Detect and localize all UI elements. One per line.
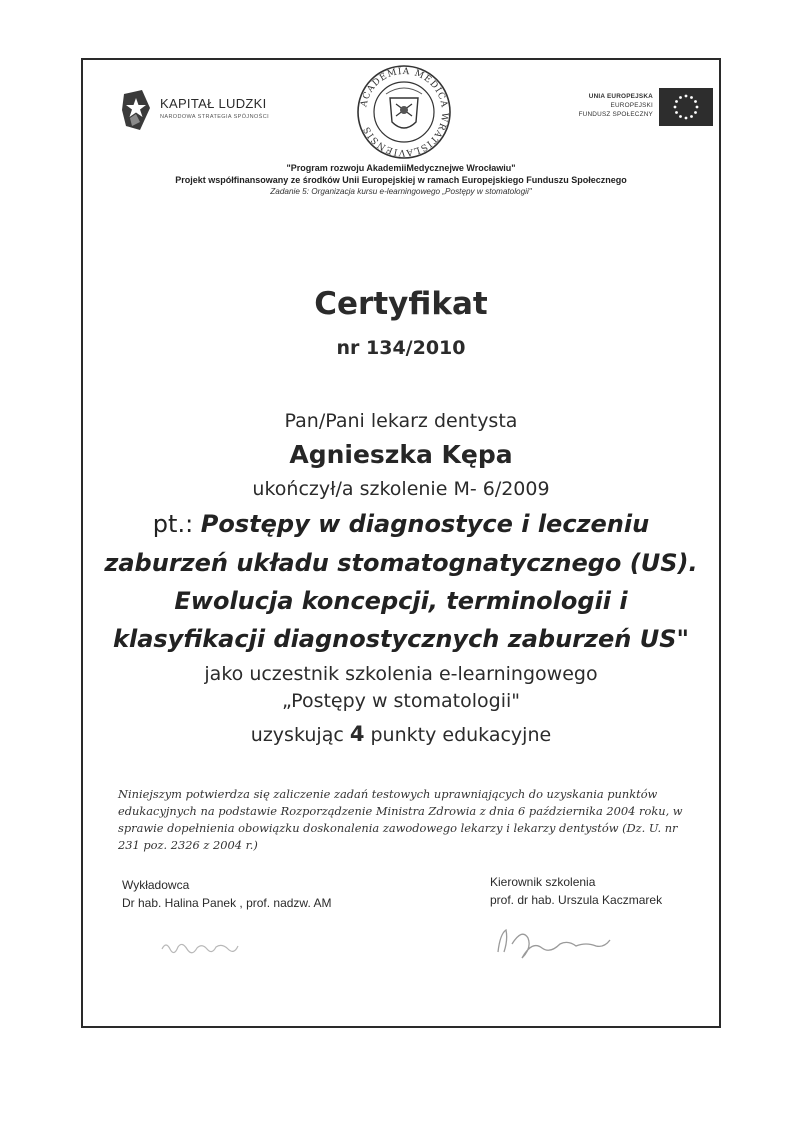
completion-line: ukończył/a szkolenie M- 6/2009 bbox=[252, 478, 550, 500]
eu-flag-icon bbox=[659, 88, 713, 126]
course-line-1 bbox=[81, 510, 721, 538]
program-funding: Projekt współfinansowany ze środków Unii Europejskiej w ramach Europejskiego Funduszu Społecznego bbox=[175, 175, 627, 185]
course-line-4 bbox=[81, 625, 721, 653]
program-title: "Program rozwoju AkademiiMedycznejwe Wrocławiu" bbox=[286, 163, 516, 173]
eu-text-block bbox=[545, 92, 653, 119]
lecturer-name: Dr hab. Halina Panek , prof. nadzw. AM bbox=[122, 896, 332, 910]
course-title-line-1: Postępy w diagnostyce i leczeniu bbox=[200, 510, 650, 538]
certificate-number: nr 134/2010 bbox=[336, 337, 466, 359]
seal-text: ACADEMIA MEDICA WRATISLAVIENSIS bbox=[359, 66, 450, 158]
points-prefix: uzyskując bbox=[250, 724, 350, 746]
certificate-title: Certyfikat bbox=[314, 286, 488, 322]
director-name: prof. dr hab. Urszula Kaczmarek bbox=[490, 893, 663, 907]
course-prefix: pt.: bbox=[152, 510, 201, 538]
points-line bbox=[81, 722, 721, 746]
director-handwritten-signature-icon bbox=[492, 922, 642, 962]
kapital-ludzki-title: KAPITAŁ LUDZKI bbox=[160, 96, 267, 111]
course-title-line-3: Ewolucja koncepcji, terminologii i bbox=[174, 587, 628, 615]
eu-line-3: FUNDUSZ SPOŁECZNY bbox=[578, 111, 653, 118]
lecturer-handwritten-signature-icon bbox=[158, 935, 258, 957]
director-role: Kierownik szkolenia bbox=[490, 875, 596, 889]
academy-seal-icon bbox=[356, 64, 452, 160]
legal-statement: Niniejszym potwierdza się zaliczenie zadań testowych uprawniających do uzyskania punktów edukacyjnych na podstawie Rozporządzenie Ministra Zdrowia z dnia 6 października 2004 roku, w sprawie dopełnienia obowiązku doskonalenia zawodowego lekarzy i lekarzy dentystów (Dz. U. nr 231 poz. 2326 z 2004 r.) bbox=[118, 787, 683, 852]
lecturer-role: Wykładowca bbox=[122, 878, 190, 892]
course-line-3 bbox=[81, 587, 721, 615]
kapital-ludzki-logo-icon bbox=[120, 88, 154, 132]
recipient-name: Agnieszka Kępa bbox=[289, 440, 513, 469]
program-task: Zadanie 5: Organizacja kursu e-learningowego „Postępy w stomatologii" bbox=[270, 187, 532, 196]
points-value: 4 bbox=[349, 722, 365, 746]
eu-line-2: EUROPEJSKI bbox=[610, 102, 653, 109]
course-title-line-4: klasyfikacji diagnostycznych zaburzeń US" bbox=[113, 625, 689, 653]
director-signature-block bbox=[490, 873, 662, 909]
recipient-title: Pan/Pani lekarz dentysta bbox=[284, 410, 518, 432]
course-line-2 bbox=[81, 549, 721, 577]
points-suffix: punkty edukacyjne bbox=[364, 724, 552, 746]
program-name: „Postępy w stomatologii" bbox=[282, 690, 520, 712]
eu-line-1: UNIA EUROPEJSKA bbox=[588, 93, 653, 100]
course-title-line-2: zaburzeń układu stomatognatycznego (US). bbox=[104, 549, 698, 577]
kapital-ludzki-subtitle: NARODOWA STRATEGIA SPÓJNOŚCI bbox=[160, 114, 269, 120]
participant-line: jako uczestnik szkolenia e-learningowego bbox=[204, 663, 598, 685]
lecturer-signature-block bbox=[122, 876, 331, 912]
